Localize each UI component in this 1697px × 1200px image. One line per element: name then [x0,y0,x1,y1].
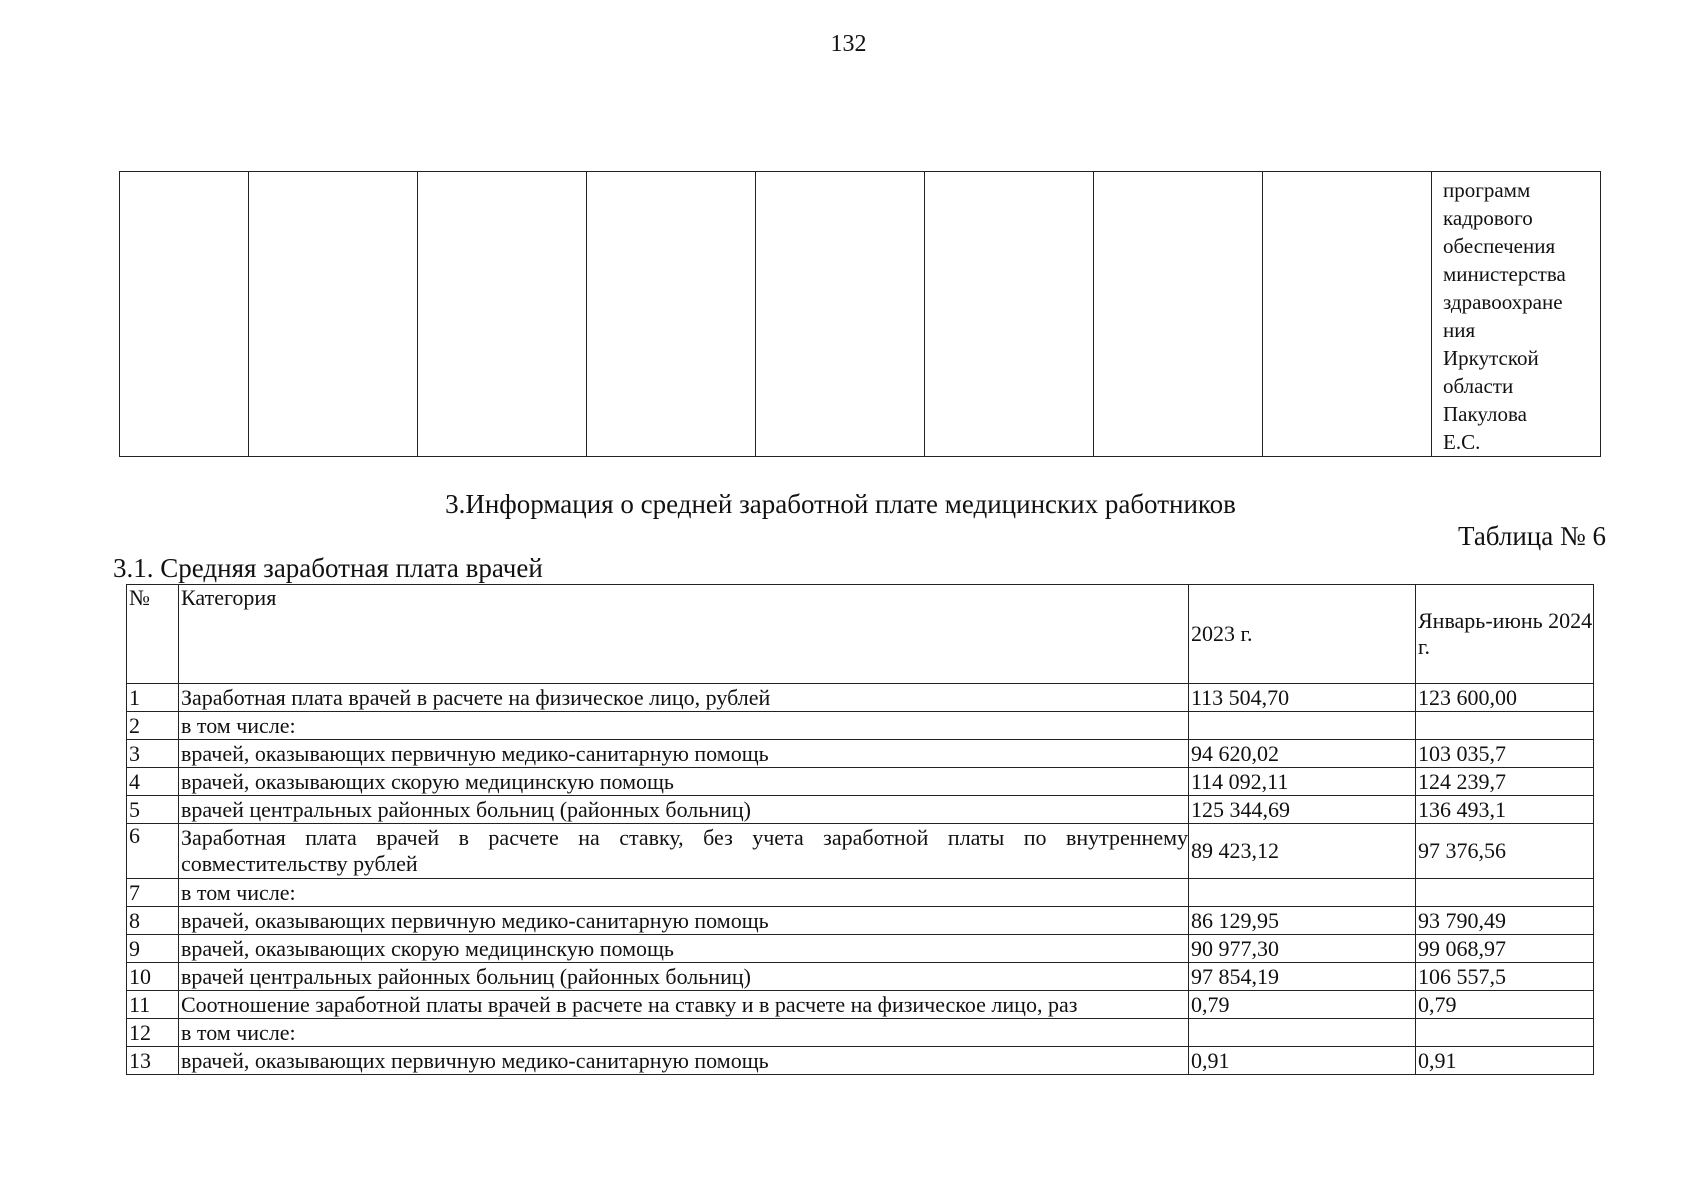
table-row [127,1047,1594,1075]
row-category: врачей, оказывающих скорую медицинскую помощь [179,768,1189,796]
row-num: 1 [127,684,179,712]
row-value-2024 [1416,879,1594,907]
empty-cell [418,172,587,457]
row-category: Заработная плата врачей в расчете на ставку, без учета заработной платы по внутреннему совместительству рублей [179,824,1189,879]
row-num: 3 [127,740,179,768]
row-num: 8 [127,907,179,935]
row-value-2023: 90 977,30 [1189,935,1416,963]
header-category: Категория [179,585,1189,684]
row-value-2024: 93 790,49 [1416,907,1594,935]
header-jan-jun-2024: Январь-июнь 2024 г. [1416,585,1594,684]
row-value-2023 [1189,879,1416,907]
table-row [127,740,1594,768]
row-value-2023 [1189,1019,1416,1047]
table-row [127,684,1594,712]
row-num: 2 [127,712,179,740]
table-row [127,824,1594,879]
row-value-2023 [1189,712,1416,740]
responsible-person-cell [1432,172,1601,457]
row-value-2024: 123 600,00 [1416,684,1594,712]
table-row [127,768,1594,796]
section-heading: 3.Информация о средней заработной плате медицинских работников [445,489,1236,519]
row-value-2023: 0,91 [1189,1047,1416,1075]
row-category: врачей центральных районных больниц (районных больниц) [179,796,1189,824]
table-row [127,1019,1594,1047]
continuation-table [119,171,1601,457]
row-value-2023: 94 620,02 [1189,740,1416,768]
row-category: врачей, оказывающих первичную медико-санитарную помощь [179,1047,1189,1075]
row-value-2023: 97 854,19 [1189,963,1416,991]
row-value-2023: 89 423,12 [1189,824,1416,879]
row-value-2024: 106 557,5 [1416,963,1594,991]
row-value-2024: 103 035,7 [1416,740,1594,768]
empty-cell [1094,172,1263,457]
row-value-2023: 114 092,11 [1189,768,1416,796]
page-number: 132 [830,31,867,57]
header-2023: 2023 г. [1189,585,1416,684]
row-value-2024: 0,79 [1416,991,1594,1019]
row-value-2024: 136 493,1 [1416,796,1594,824]
row-num: 9 [127,935,179,963]
header-row [127,585,1594,684]
row-category: врачей, оказывающих первичную медико-санитарную помощь [179,740,1189,768]
empty-cell [756,172,925,457]
row-value-2023: 0,79 [1189,991,1416,1019]
table-row [127,963,1594,991]
subsection-heading: 3.1. Средняя заработная плата врачей [113,553,543,583]
row-category: врачей, оказывающих первичную медико-санитарную помощь [179,907,1189,935]
empty-cell [1263,172,1432,457]
table-row [127,907,1594,935]
table-row [127,991,1594,1019]
table-row [127,879,1594,907]
row-category: в том числе: [179,879,1189,907]
empty-cell [120,172,249,457]
row-num: 6 [127,824,179,879]
row-num: 4 [127,768,179,796]
row-category: врачей центральных районных больниц (районных больниц) [179,963,1189,991]
row-value-2024: 97 376,56 [1416,824,1594,879]
salary-table [126,584,1594,1075]
empty-cell [249,172,418,457]
row-num: 11 [127,991,179,1019]
row-value-2024: 0,91 [1416,1047,1594,1075]
row-category: Заработная плата врачей в расчете на физическое лицо, рублей [179,684,1189,712]
responsible-person-text: программ кадрового обеспечения министерства здравоохране ния Иркутской области Пакулова Е.С. [1443,178,1566,454]
row-category: врачей, оказывающих скорую медицинскую помощь [179,935,1189,963]
row-num: 13 [127,1047,179,1075]
row-category: в том числе: [179,1019,1189,1047]
table-caption: Таблица № 6 [1458,521,1606,551]
row-value-2024 [1416,712,1594,740]
row-num: 12 [127,1019,179,1047]
empty-cell [587,172,756,457]
row-category: Соотношение заработной платы врачей в расчете на ставку и в расчете на физическое лицо, раз [179,991,1189,1019]
row-value-2024: 99 068,97 [1416,935,1594,963]
row-num: 10 [127,963,179,991]
row-value-2023: 86 129,95 [1189,907,1416,935]
table-row [127,796,1594,824]
row-num: 7 [127,879,179,907]
table-row [127,935,1594,963]
table-row [127,712,1594,740]
row-value-2023: 125 344,69 [1189,796,1416,824]
row-num: 5 [127,796,179,824]
header-num: № [127,585,179,684]
row-value-2024: 124 239,7 [1416,768,1594,796]
row-value-2023: 113 504,70 [1189,684,1416,712]
empty-cell [925,172,1094,457]
row-value-2024 [1416,1019,1594,1047]
row-category: в том числе: [179,712,1189,740]
